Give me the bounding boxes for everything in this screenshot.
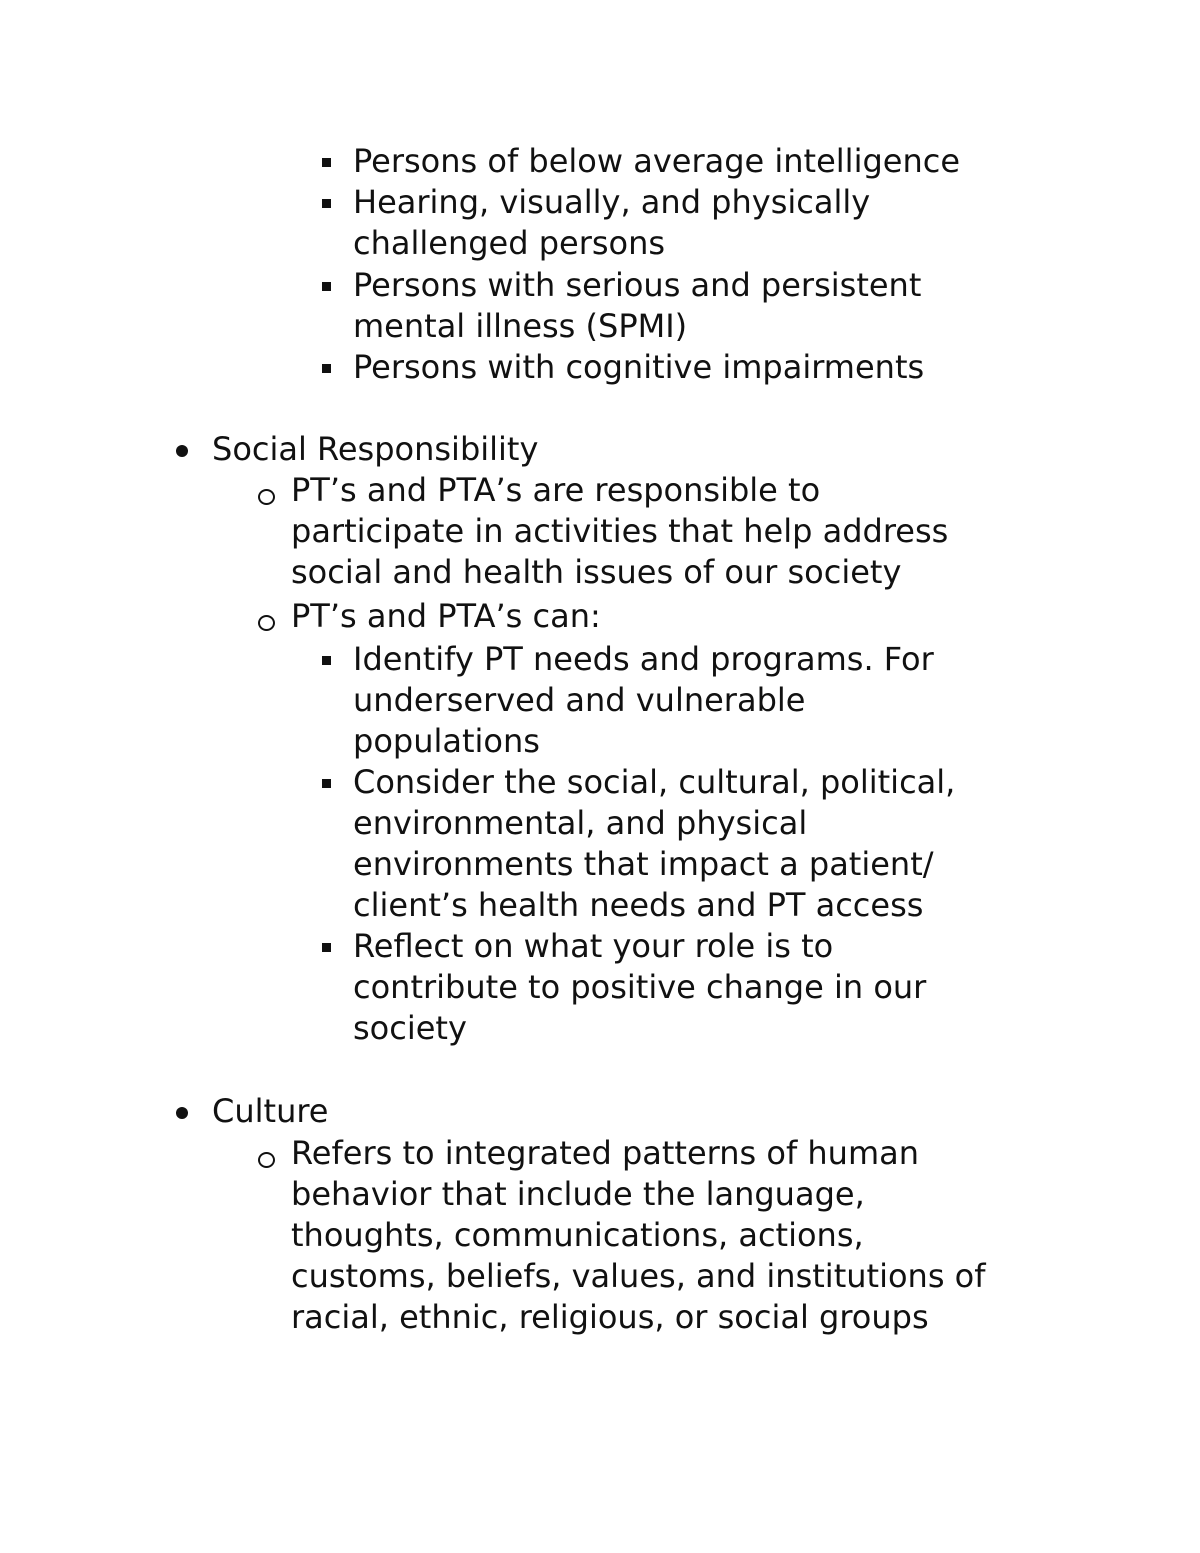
square-bullet-icon	[322, 282, 331, 291]
list-item	[353, 265, 1093, 347]
list-item	[353, 926, 1093, 1049]
list-item	[353, 639, 1093, 762]
list-item-text: Reflect on what your role is to contribute to positive change in our society	[353, 927, 927, 1047]
disc-bullet-icon	[176, 1107, 188, 1119]
list-item-text: Persons of below average intelligence	[353, 142, 961, 180]
section-heading-text: Culture	[212, 1092, 329, 1130]
list-item	[353, 762, 1093, 926]
list-item-text: PT’s and PTA’s can:	[291, 597, 601, 635]
circle-bullet-icon	[258, 615, 275, 631]
list-item-text: Persons with cognitive impairments	[353, 348, 925, 386]
circle-bullet-icon	[258, 1152, 275, 1168]
list-item-text: PT’s and PTA’s are responsible to participate in activities that help address social and health issues of our society	[291, 471, 949, 591]
list-item-text: Identify PT needs and programs. For underserved and vulnerable populations	[353, 640, 934, 760]
section-heading-text: Social Responsibility	[212, 430, 539, 468]
list-item	[353, 182, 1093, 264]
square-bullet-icon	[322, 364, 331, 373]
list-item	[291, 470, 1091, 593]
square-bullet-icon	[322, 656, 331, 665]
list-item-text: Persons with serious and persistent mental illness (SPMI)	[353, 266, 922, 345]
list-item-text: Refers to integrated patterns of human behavior that include the language, thoughts, communications, actions, customs, beliefs, values, and institutions of racial, ethnic, religious, or social groups	[291, 1134, 986, 1336]
list-item	[353, 347, 1093, 388]
section-heading-item	[212, 1091, 1092, 1132]
square-bullet-icon	[322, 943, 331, 952]
list-item-text: Consider the social, cultural, political, environmental, and physical environments that impact a patient/ client’s health needs and PT access	[353, 763, 956, 924]
square-bullet-icon	[322, 158, 331, 167]
circle-bullet-icon	[258, 489, 275, 505]
square-bullet-icon	[322, 199, 331, 208]
section-heading-item	[212, 429, 1092, 470]
disc-bullet-icon	[176, 445, 188, 457]
list-item-text: Hearing, visually, and physically challenged persons	[353, 183, 871, 262]
list-item	[353, 141, 1093, 182]
square-bullet-icon	[322, 779, 331, 788]
list-item	[291, 596, 1091, 637]
list-item	[291, 1133, 1091, 1338]
